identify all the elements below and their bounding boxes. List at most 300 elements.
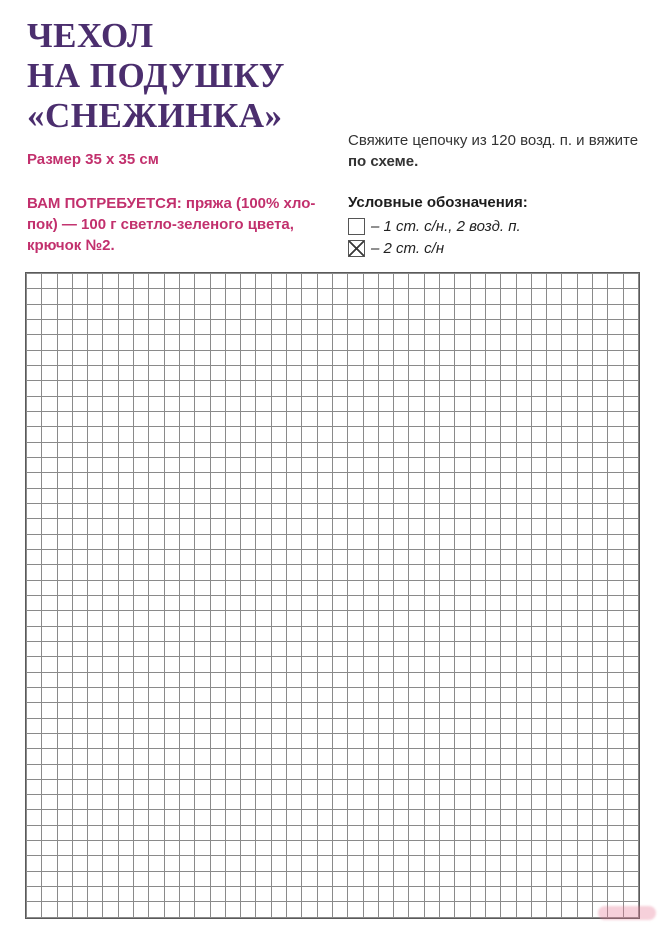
chart-cell-open <box>287 274 301 288</box>
chart-cell-open <box>149 519 163 533</box>
chart-cell-filled <box>593 765 607 779</box>
chart-cell-open <box>27 765 41 779</box>
chart-cell-open <box>302 565 316 579</box>
chart-cell-open <box>364 366 378 380</box>
chart-cell-open <box>149 335 163 349</box>
chart-cell-open <box>119 274 133 288</box>
chart-cell-open <box>272 765 286 779</box>
chart-cell-open <box>149 289 163 303</box>
chart-cell-open <box>547 826 561 840</box>
chart-cell-open <box>180 289 194 303</box>
chart-cell-open <box>333 902 347 916</box>
chart-cell-filled <box>149 596 163 610</box>
chart-cell-filled <box>333 627 347 641</box>
chart-cell-open <box>42 550 56 564</box>
chart-cell-filled <box>333 320 347 334</box>
chart-cell-filled <box>593 335 607 349</box>
chart-cell-open <box>226 749 240 763</box>
chart-cell-open <box>287 734 301 748</box>
chart-cell-open <box>73 473 87 487</box>
chart-cell-filled <box>241 688 255 702</box>
chart-cell-filled <box>58 795 72 809</box>
chart-cell-open <box>42 703 56 717</box>
chart-cell-filled <box>593 688 607 702</box>
chart-cell-open <box>42 489 56 503</box>
chart-cell-open <box>165 719 179 733</box>
chart-cell-open <box>532 289 546 303</box>
watermark <box>598 906 656 920</box>
chart-cell-filled <box>58 596 72 610</box>
chart-cell-open <box>103 335 117 349</box>
chart-cell-filled <box>103 519 117 533</box>
chart-cell-open <box>394 887 408 901</box>
chart-cell-open <box>440 274 454 288</box>
chart-cell-filled <box>333 765 347 779</box>
chart-cell-open <box>409 427 423 441</box>
chart-cell-open <box>440 887 454 901</box>
chart-cell-open <box>88 749 102 763</box>
chart-cell-filled <box>394 872 408 886</box>
chart-cell-open <box>42 673 56 687</box>
chart-cell-open <box>256 657 270 671</box>
chart-cell-filled <box>562 872 576 886</box>
chart-cell-open <box>241 902 255 916</box>
chart-cell-open <box>394 289 408 303</box>
chart-cell-open <box>379 902 393 916</box>
chart-cell-open <box>593 274 607 288</box>
chart-cell-open <box>211 504 225 518</box>
chart-cell-open <box>195 780 209 794</box>
chart-cell-filled <box>58 535 72 549</box>
chart-cell-filled <box>318 550 332 564</box>
chart-cell-open <box>440 902 454 916</box>
chart-cell-open <box>42 473 56 487</box>
chart-cell-open <box>471 657 485 671</box>
chart-cell-open <box>455 289 469 303</box>
chart-cell-open <box>272 412 286 426</box>
chart-cell-open <box>73 274 87 288</box>
chart-cell-open <box>409 657 423 671</box>
chart-cell-filled <box>425 320 439 334</box>
chart-cell-open <box>42 688 56 702</box>
chart-cell-open <box>578 397 592 411</box>
chart-cell-open <box>379 473 393 487</box>
chart-cell-filled <box>394 504 408 518</box>
chart-cell-open <box>88 780 102 794</box>
chart-cell-filled <box>394 581 408 595</box>
chart-cell-open <box>318 688 332 702</box>
chart-cell-open <box>501 366 515 380</box>
chart-cell-filled <box>517 688 531 702</box>
chart-cell-open <box>517 826 531 840</box>
chart-cell-open <box>532 765 546 779</box>
chart-cell-open <box>149 504 163 518</box>
chart-cell-open <box>256 381 270 395</box>
chart-cell-open <box>42 841 56 855</box>
chart-cell-open <box>272 887 286 901</box>
chart-cell-open <box>134 596 148 610</box>
chart-cell-filled <box>180 427 194 441</box>
chart-cell-open <box>256 902 270 916</box>
chart-cell-filled <box>318 872 332 886</box>
chart-cell-open <box>103 565 117 579</box>
chart-cell-filled <box>58 688 72 702</box>
chart-cell-open <box>455 657 469 671</box>
chart-cell-open <box>103 826 117 840</box>
chart-cell-open <box>624 719 638 733</box>
chart-cell-open <box>425 427 439 441</box>
chart-cell-open <box>517 657 531 671</box>
chart-cell-open <box>608 657 622 671</box>
chart-cell-open <box>211 550 225 564</box>
chart-cell-filled <box>409 703 423 717</box>
chart-cell-open <box>608 734 622 748</box>
chart-cell-open <box>624 412 638 426</box>
chart-cell-open <box>27 703 41 717</box>
chart-cell-filled <box>471 427 485 441</box>
chart-cell-open <box>226 550 240 564</box>
chart-cell-filled <box>517 550 531 564</box>
chart-cell-open <box>287 887 301 901</box>
chart-cell-open <box>486 565 500 579</box>
chart-cell-open <box>471 535 485 549</box>
chart-cell-open <box>333 688 347 702</box>
chart-cell-open <box>226 887 240 901</box>
chart-cell-filled <box>165 320 179 334</box>
chart-cell-filled <box>394 688 408 702</box>
chart-cell-filled <box>58 642 72 656</box>
chart-cell-filled <box>256 673 270 687</box>
chart-cell-open <box>42 810 56 824</box>
chart-cell-open <box>318 719 332 733</box>
chart-cell-open <box>302 688 316 702</box>
chart-cell-filled <box>394 734 408 748</box>
chart-cell-open <box>195 504 209 518</box>
chart-cell-filled <box>256 734 270 748</box>
chart-cell-open <box>547 596 561 610</box>
chart-cell-open <box>134 443 148 457</box>
chart-cell-filled <box>593 381 607 395</box>
chart-cell-filled <box>455 596 469 610</box>
chart-cell-open <box>42 274 56 288</box>
chart-cell-open <box>547 366 561 380</box>
chart-cell-open <box>241 412 255 426</box>
chart-cell-open <box>211 565 225 579</box>
chart-cell-open <box>272 397 286 411</box>
chart-cell-filled <box>379 673 393 687</box>
chart-cell-open <box>302 611 316 625</box>
chart-cell-open <box>88 489 102 503</box>
chart-cell-open <box>471 289 485 303</box>
chart-cell-open <box>486 289 500 303</box>
chart-cell-open <box>42 565 56 579</box>
chart-cell-filled <box>272 810 286 824</box>
chart-cell-open <box>455 642 469 656</box>
chart-cell-open <box>27 320 41 334</box>
chart-cell-open <box>348 351 362 365</box>
chart-cell-open <box>73 443 87 457</box>
chart-cell-filled <box>103 489 117 503</box>
chart-cell-open <box>318 841 332 855</box>
chart-cell-open <box>440 550 454 564</box>
chart-cell-open <box>425 841 439 855</box>
chart-cell-open <box>624 810 638 824</box>
chart-cell-open <box>88 703 102 717</box>
chart-cell-open <box>501 719 515 733</box>
chart-cell-open <box>119 381 133 395</box>
chart-cell-open <box>364 887 378 901</box>
chart-cell-open <box>517 443 531 457</box>
chart-cell-open <box>333 473 347 487</box>
chart-cell-open <box>409 627 423 641</box>
chart-cell-open <box>547 581 561 595</box>
chart-cell-open <box>103 550 117 564</box>
chart-cell-open <box>517 289 531 303</box>
chart-cell-filled <box>486 305 500 319</box>
chart-cell-open <box>134 289 148 303</box>
chart-cell-filled <box>73 565 87 579</box>
chart-cell-open <box>471 335 485 349</box>
chart-cell-open <box>42 412 56 426</box>
chart-cell-open <box>471 902 485 916</box>
chart-cell-open <box>486 611 500 625</box>
chart-cell-open <box>425 902 439 916</box>
chart-cell-filled <box>593 565 607 579</box>
chart-cell-filled <box>73 504 87 518</box>
chart-cell-open <box>180 550 194 564</box>
chart-cell-open <box>180 673 194 687</box>
chart-cell-open <box>287 504 301 518</box>
chart-cell-open <box>119 366 133 380</box>
chart-cell-open <box>165 611 179 625</box>
chart-cell-filled <box>73 320 87 334</box>
chart-cell-open <box>394 749 408 763</box>
chart-cell-open <box>241 673 255 687</box>
chart-cell-open <box>364 473 378 487</box>
chart-cell-open <box>134 412 148 426</box>
chart-cell-open <box>425 642 439 656</box>
chart-cell-open <box>302 443 316 457</box>
chart-cell-open <box>27 795 41 809</box>
chart-cell-open <box>471 489 485 503</box>
chart-cell-open <box>180 458 194 472</box>
chart-cell-open <box>532 749 546 763</box>
chart-cell-open <box>42 872 56 886</box>
chart-cell-open <box>394 427 408 441</box>
chart-cell-open <box>409 351 423 365</box>
chart-cell-filled <box>532 627 546 641</box>
chart-cell-filled <box>501 611 515 625</box>
chart-cell-open <box>425 535 439 549</box>
chart-cell-filled <box>241 581 255 595</box>
chart-cell-filled <box>287 381 301 395</box>
chart-cell-open <box>211 642 225 656</box>
chart-cell-open <box>425 765 439 779</box>
chart-cell-open <box>486 826 500 840</box>
chart-cell-filled <box>119 489 133 503</box>
chart-cell-open <box>517 274 531 288</box>
chart-cell-open <box>211 902 225 916</box>
chart-cell-open <box>27 443 41 457</box>
chart-cell-open <box>272 489 286 503</box>
chart-cell-filled <box>149 565 163 579</box>
chart-cell-open <box>578 749 592 763</box>
chart-cell-open <box>211 351 225 365</box>
chart-cell-open <box>624 734 638 748</box>
chart-cell-open <box>27 458 41 472</box>
chart-cell-open <box>226 642 240 656</box>
chart-cell-open <box>440 427 454 441</box>
chart-cell-filled <box>226 458 240 472</box>
chart-cell-filled <box>302 642 316 656</box>
chart-cell-open <box>532 810 546 824</box>
chart-cell-open <box>608 810 622 824</box>
chart-cell-filled <box>119 458 133 472</box>
chart-cell-filled <box>58 841 72 855</box>
chart-cell-filled <box>379 427 393 441</box>
chart-cell-open <box>547 611 561 625</box>
chart-cell-open <box>455 519 469 533</box>
chart-cell-open <box>409 611 423 625</box>
chart-cell-open <box>425 335 439 349</box>
chart-cell-filled <box>302 596 316 610</box>
chart-cell-open <box>364 673 378 687</box>
chart-cell-open <box>501 841 515 855</box>
chart-cell-open <box>379 780 393 794</box>
chart-cell-open <box>149 719 163 733</box>
chart-cell-filled <box>103 535 117 549</box>
chart-cell-open <box>180 489 194 503</box>
chart-cell-filled <box>425 458 439 472</box>
chart-cell-open <box>379 412 393 426</box>
chart-cell-filled <box>318 627 332 641</box>
chart-cell-open <box>287 366 301 380</box>
chart-cell-filled <box>119 535 133 549</box>
chart-cell-open <box>486 703 500 717</box>
chart-cell-open <box>624 642 638 656</box>
chart-cell-open <box>318 381 332 395</box>
chart-cell-open <box>333 519 347 533</box>
chart-cell-filled <box>593 320 607 334</box>
chart-cell-filled <box>287 780 301 794</box>
chart-cell-open <box>517 366 531 380</box>
chart-cell-open <box>119 826 133 840</box>
chart-cell-open <box>562 627 576 641</box>
chart-cell-filled <box>58 581 72 595</box>
chart-cell-open <box>547 335 561 349</box>
chart-cell-open <box>88 473 102 487</box>
chart-cell-open <box>195 703 209 717</box>
chart-cell-open <box>272 581 286 595</box>
chart-cell-open <box>119 412 133 426</box>
chart-cell-open <box>42 397 56 411</box>
chart-cell-open <box>119 657 133 671</box>
chart-cell-filled <box>364 427 378 441</box>
chart-cell-open <box>88 826 102 840</box>
chart-cell-filled <box>58 673 72 687</box>
chart-cell-open <box>226 335 240 349</box>
chart-cell-open <box>88 381 102 395</box>
chart-cell-open <box>195 473 209 487</box>
chart-cell-open <box>394 780 408 794</box>
chart-cell-open <box>27 473 41 487</box>
chart-cell-filled <box>425 719 439 733</box>
chart-cell-open <box>134 581 148 595</box>
chart-cell-filled <box>73 519 87 533</box>
chart-cell-open <box>455 887 469 901</box>
chart-cell-filled <box>333 550 347 564</box>
chart-cell-open <box>73 780 87 794</box>
chart-cell-open <box>180 657 194 671</box>
chart-cell-filled <box>287 535 301 549</box>
chart-cell-open <box>226 443 240 457</box>
chart-cell-open <box>195 826 209 840</box>
legend-item-filled-block <box>348 240 648 257</box>
chart-cell-open <box>226 535 240 549</box>
chart-cell-open <box>562 289 576 303</box>
chart-cell-open <box>517 810 531 824</box>
chart-cell-open <box>333 458 347 472</box>
chart-cell-filled <box>517 473 531 487</box>
chart-cell-open <box>409 274 423 288</box>
chart-cell-open <box>425 795 439 809</box>
chart-cell-open <box>211 535 225 549</box>
chart-cell-open <box>73 703 87 717</box>
chart-cell-filled <box>165 397 179 411</box>
chart-cell-open <box>532 780 546 794</box>
chart-cell-open <box>42 305 56 319</box>
chart-cell-open <box>165 810 179 824</box>
chart-cell-open <box>501 519 515 533</box>
chart-cell-open <box>287 596 301 610</box>
chart-cell-open <box>578 289 592 303</box>
chart-cell-open <box>134 366 148 380</box>
chart-cell-filled <box>165 856 179 870</box>
chart-cell-open <box>348 841 362 855</box>
chart-cell-open <box>364 458 378 472</box>
chart-cell-open <box>440 642 454 656</box>
chart-cell-open <box>562 887 576 901</box>
chart-cell-filled <box>532 642 546 656</box>
chart-cell-filled <box>394 305 408 319</box>
chart-cell-open <box>394 335 408 349</box>
chart-cell-filled <box>318 565 332 579</box>
chart-cell-open <box>180 826 194 840</box>
chart-cell-open <box>165 657 179 671</box>
materials-text <box>27 193 337 256</box>
chart-cell-filled <box>486 856 500 870</box>
chart-cell-filled <box>287 749 301 763</box>
chart-cell-filled <box>425 856 439 870</box>
chart-cell-open <box>455 489 469 503</box>
chart-cell-open <box>226 565 240 579</box>
chart-cell-open <box>119 780 133 794</box>
chart-cell-open <box>562 734 576 748</box>
chart-cell-open <box>256 611 270 625</box>
chart-cell-open <box>455 550 469 564</box>
chart-cell-filled <box>272 305 286 319</box>
chart-cell-filled <box>440 305 454 319</box>
chart-cell-filled <box>379 443 393 457</box>
chart-cell-filled <box>272 734 286 748</box>
chart-cell-open <box>547 412 561 426</box>
chart-cell-filled <box>119 473 133 487</box>
chart-cell-filled <box>501 795 515 809</box>
chart-cell-open <box>302 289 316 303</box>
chart-cell-open <box>211 765 225 779</box>
chart-cell-open <box>547 289 561 303</box>
chart-cell-open <box>211 519 225 533</box>
